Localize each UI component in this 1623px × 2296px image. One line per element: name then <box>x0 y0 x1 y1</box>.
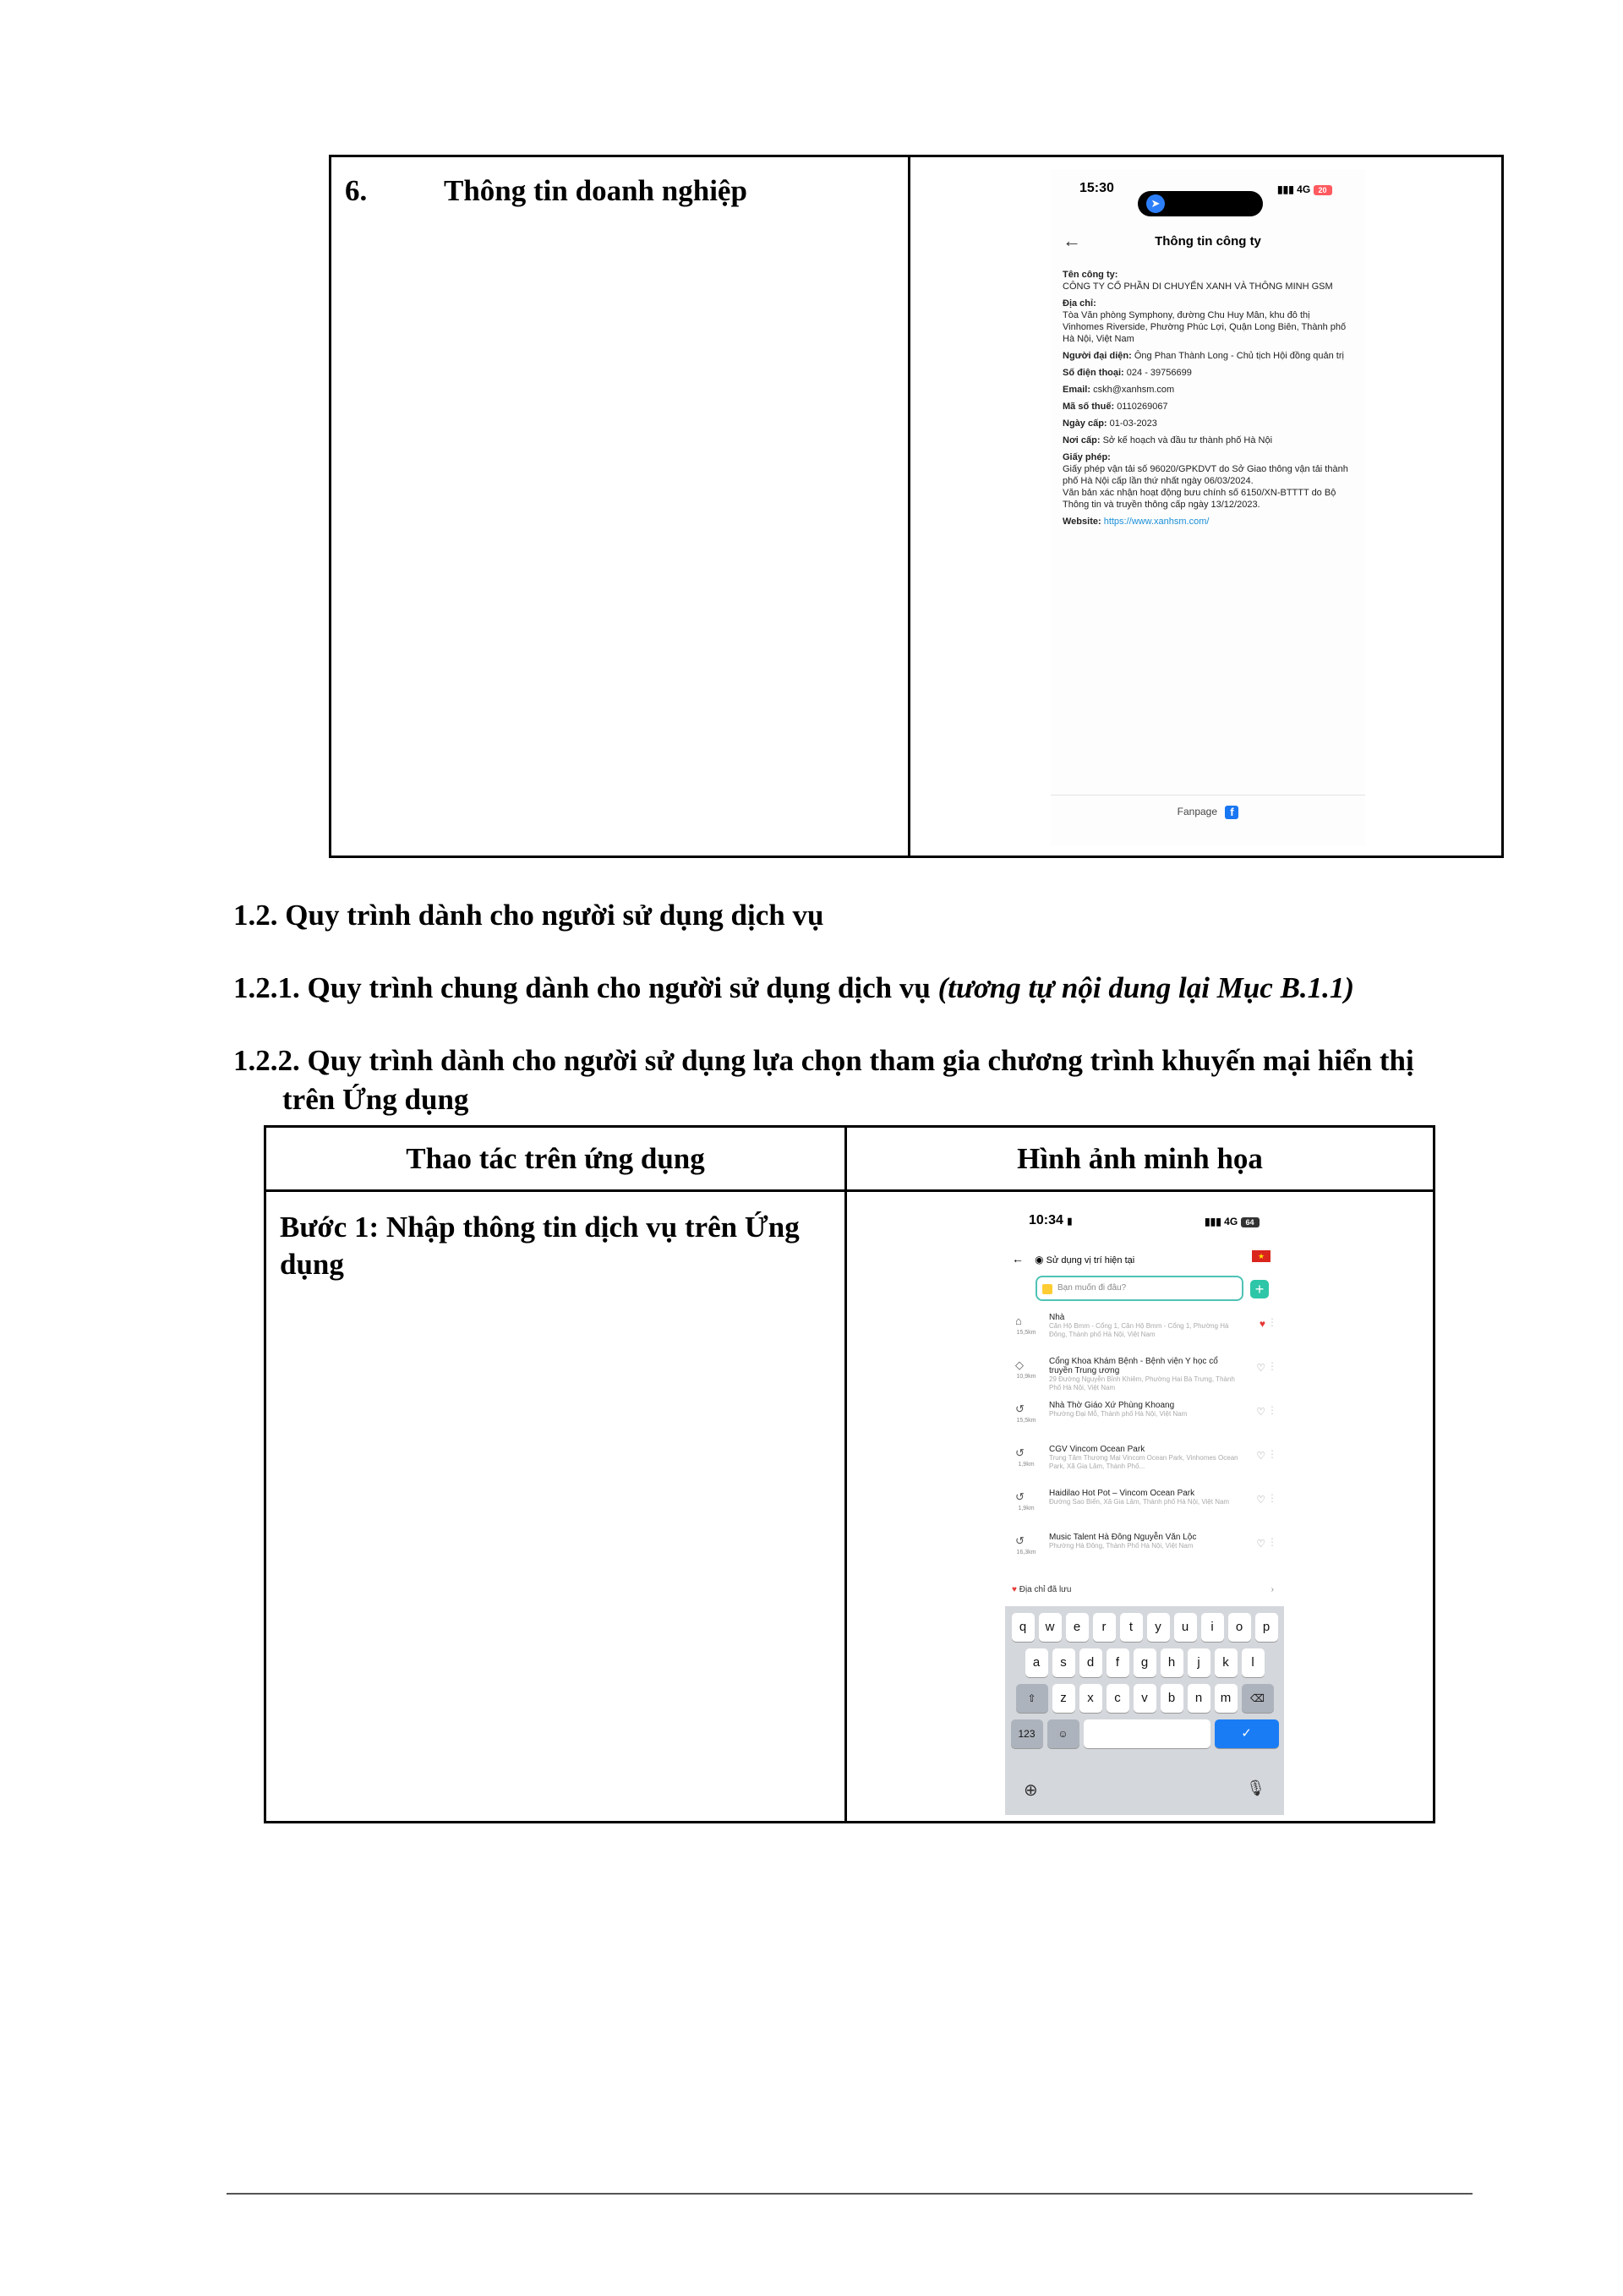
place-distance: 15,5km <box>1016 1418 1036 1424</box>
recent-places-list <box>1005 1311 1284 1575</box>
website-label: Website: <box>1063 517 1101 527</box>
destination-input[interactable] <box>1036 1276 1243 1301</box>
place-type-icon: ⌂ <box>1015 1315 1022 1327</box>
key-x[interactable]: x <box>1079 1684 1102 1713</box>
heading-1-2-2-cont: trên Ứng dụng <box>282 1083 469 1116</box>
favorite-heart-icon[interactable]: ♡ <box>1256 1538 1265 1550</box>
header-illustration: Hình ảnh minh họa <box>1017 1142 1263 1175</box>
place-distance: 1,9km <box>1018 1506 1035 1512</box>
footer-rule <box>227 2193 1473 2195</box>
tax-label: Mã số thuế: <box>1063 402 1115 412</box>
done-key[interactable]: ✓ <box>1215 1719 1279 1748</box>
company-info-screenshot <box>1051 169 1365 845</box>
phone-label: Số điện thoại: <box>1063 368 1124 378</box>
license-value-2: Văn bản xác nhận hoạt động bưu chính số 6150/XN-BTTTT do Bộ Thông tin và truyền thông cấp ngày 13/12/2023. <box>1063 488 1336 510</box>
date-label: Ngày cấp: <box>1063 418 1107 429</box>
key-z[interactable]: z <box>1052 1684 1075 1713</box>
place-distance: 10,9km <box>1016 1374 1036 1380</box>
company-label: Tên công ty: <box>1063 270 1118 280</box>
key-a[interactable]: a <box>1025 1648 1048 1677</box>
shift-key[interactable]: ⇧ <box>1016 1684 1048 1713</box>
numbers-key[interactable]: 123 <box>1011 1719 1043 1748</box>
keyboard-row-1 <box>1005 1613 1284 1642</box>
key-c[interactable]: c <box>1107 1684 1129 1713</box>
place-address: Căn Hộ Bmm - Cổng 1, Căn Hộ Bmm - Cổng 1, Phường Hà Đông, Thành phố Hà Nội, Việt Nam <box>1049 1322 1229 1338</box>
vietnam-flag-icon[interactable]: ★ <box>1252 1250 1271 1262</box>
place-type-icon: ◇ <box>1015 1358 1024 1371</box>
more-options-icon[interactable]: ⋮ <box>1267 1448 1277 1460</box>
heading-1-2-2: 1.2.2. Quy trình dành cho người sử dụng lựa chọn tham gia chương trình khuyến mại hiển thị <box>233 1044 1414 1077</box>
heading-1-2: 1.2. Quy trình dành cho người sử dụng dịch vụ <box>233 899 824 932</box>
heading-1-2-1-note: (tương tự nội dung lại Mục B.1.1) <box>937 971 1355 1004</box>
keyboard-row-4 <box>1005 1719 1284 1748</box>
phone-value: 024 - 39756699 <box>1126 368 1192 378</box>
place-distance: 15,5km <box>1016 1330 1036 1336</box>
key-p[interactable]: p <box>1255 1613 1278 1642</box>
key-k[interactable]: k <box>1215 1648 1238 1677</box>
key-h[interactable]: h <box>1161 1648 1183 1677</box>
network-type: 4G <box>1297 183 1311 195</box>
keyboard-row-3 <box>1005 1684 1284 1713</box>
email-value: cskh@xanhsm.com <box>1093 385 1175 395</box>
back-arrow-icon[interactable]: ← <box>1063 230 1081 251</box>
saved-addresses-label: Địa chỉ đã lưu <box>1019 1585 1072 1594</box>
current-location-icon: ◉ <box>1035 1254 1044 1266</box>
key-q[interactable]: q <box>1012 1613 1035 1642</box>
rep-value: Ông Phan Thành Long - Chủ tịch Hội đồng quản trị <box>1134 351 1344 361</box>
key-w[interactable]: w <box>1039 1613 1062 1642</box>
key-l[interactable]: l <box>1242 1648 1265 1677</box>
website-link[interactable]: https://www.xanhsm.com/ <box>1103 517 1210 527</box>
emoji-icon[interactable]: ☺ <box>1047 1719 1079 1748</box>
key-v[interactable]: v <box>1134 1684 1156 1713</box>
key-o[interactable]: o <box>1228 1613 1251 1642</box>
address-label: Địa chỉ: <box>1063 298 1096 309</box>
place-type-icon: ↺ <box>1015 1446 1025 1459</box>
key-r[interactable]: r <box>1093 1613 1116 1642</box>
add-stop-button[interactable]: + <box>1250 1280 1269 1298</box>
company-value: CÔNG TY CỔ PHẦN DI CHUYỂN XANH VÀ THÔNG MINH GSM <box>1063 282 1333 292</box>
more-options-icon[interactable]: ⋮ <box>1267 1404 1277 1416</box>
more-options-icon[interactable]: ⋮ <box>1267 1360 1277 1372</box>
key-e[interactable]: e <box>1066 1613 1089 1642</box>
favorite-heart-icon[interactable]: ♡ <box>1256 1406 1265 1418</box>
lock-icon: ▮ <box>1067 1216 1073 1227</box>
search-placeholder: Bạn muốn đi đâu? <box>1057 1283 1127 1293</box>
place-address: Trung Tâm Thương Mại Vincom Ocean Park, Vinhomes Ocean Park, Xã Gia Lâm, Thành Phố... <box>1049 1454 1238 1470</box>
company-details <box>1063 269 1350 533</box>
key-m[interactable]: m <box>1215 1684 1238 1713</box>
key-f[interactable]: f <box>1107 1648 1129 1677</box>
key-s[interactable]: s <box>1052 1648 1075 1677</box>
key-j[interactable]: j <box>1188 1648 1210 1677</box>
heart-icon: ♥ <box>1012 1585 1017 1594</box>
step-title: Thông tin doanh nghiệp <box>444 174 747 207</box>
screen-title: Thông tin công ty <box>1155 234 1261 249</box>
status-time: 15:30 <box>1079 181 1114 195</box>
license-label: Giấy phép: <box>1063 452 1111 462</box>
battery-icon: 64 <box>1241 1217 1260 1227</box>
globe-icon[interactable]: ⊕ <box>1024 1781 1038 1800</box>
email-label: Email: <box>1063 385 1091 395</box>
on-screen-keyboard <box>1005 1606 1284 1815</box>
place-label: Nơi cấp: <box>1063 435 1101 446</box>
table-header <box>266 1128 1433 1192</box>
fanpage-row[interactable] <box>1051 806 1365 819</box>
place-type-icon: ↺ <box>1015 1534 1025 1547</box>
place-list-item[interactable] <box>1005 1443 1284 1487</box>
place-distance: 1,9km <box>1018 1462 1035 1468</box>
place-name: CGV Vincom Ocean Park <box>1049 1445 1145 1454</box>
step-cell <box>331 157 910 856</box>
place-name: Cổng Khoa Khám Bệnh - Bệnh viện Y học cổ truyền Trung ương <box>1049 1357 1218 1375</box>
address-value: Tòa Văn phòng Symphony, đường Chu Huy Mân, khu đô thị Vinhomes Riverside, Phường Phúc Lợi, Quận Long Biên, Thành phố Hà Nội, Việt Nam <box>1063 310 1347 344</box>
facebook-icon[interactable]: f <box>1225 806 1238 819</box>
keyboard-row-2 <box>1005 1648 1284 1677</box>
header-operations: Thao tác trên ứng dụng <box>266 1128 847 1189</box>
back-arrow-icon[interactable]: ← <box>1012 1252 1024 1266</box>
place-list-item[interactable] <box>1005 1487 1284 1531</box>
key-u[interactable]: u <box>1174 1613 1197 1642</box>
use-current-location[interactable]: Sử dụng vị trí hiện tại <box>1046 1255 1135 1266</box>
key-t[interactable]: t <box>1120 1613 1143 1642</box>
place-value: Sở kế hoạch và đầu tư thành phố Hà Nội <box>1102 435 1273 446</box>
place-list-item[interactable] <box>1005 1531 1284 1575</box>
place-list-item[interactable] <box>1005 1355 1284 1399</box>
key-y[interactable]: y <box>1147 1613 1170 1642</box>
place-name: Music Talent Hà Đông Nguyễn Văn Lộc <box>1049 1533 1197 1542</box>
status-time: 10:34 <box>1029 1213 1063 1227</box>
place-type-icon: ↺ <box>1015 1402 1025 1415</box>
place-name: Nhà <box>1049 1313 1065 1322</box>
place-address: Phường Hà Đông, Thành Phố Hà Nội, Việt Nam <box>1049 1542 1194 1550</box>
more-options-icon[interactable]: ⋮ <box>1267 1316 1277 1328</box>
fanpage-label: Fanpage <box>1177 806 1218 818</box>
promotion-steps-table <box>264 1125 1435 1823</box>
dynamic-island <box>1138 191 1263 216</box>
place-distance: 16,3km <box>1016 1550 1036 1555</box>
microphone-icon[interactable]: 🎙 <box>1246 1779 1265 1796</box>
navigation-icon: ➤ <box>1146 194 1165 213</box>
place-address: 29 Đường Nguyễn Bỉnh Khiêm, Phường Hai Bà Trưng, Thành Phố Hà Nội, Việt Nam <box>1049 1375 1235 1391</box>
signal-icon: ▮▮▮ <box>1277 183 1294 195</box>
place-name: Haidilao Hot Pot – Vincom Ocean Park <box>1049 1489 1195 1498</box>
key-n[interactable]: n <box>1188 1684 1210 1713</box>
more-options-icon[interactable]: ⋮ <box>1267 1536 1277 1548</box>
favorite-heart-icon[interactable]: ♡ <box>1256 1362 1265 1374</box>
favorite-heart-icon[interactable]: ♥ <box>1259 1318 1265 1330</box>
column-divider <box>844 1189 847 1821</box>
company-info-table <box>329 155 1504 858</box>
saved-addresses-row[interactable] <box>1012 1585 1277 1594</box>
place-name: Nhà Thờ Giáo Xứ Phùng Khoang <box>1049 1401 1175 1410</box>
heading-1-2-1-text: 1.2.1. Quy trình chung dành cho người sử dụng dịch vụ <box>233 971 938 1004</box>
chevron-right-icon: › <box>1271 1585 1274 1594</box>
space-key[interactable] <box>1084 1719 1210 1748</box>
signal-icon: ▮▮▮ <box>1205 1216 1221 1227</box>
tax-value: 0110269067 <box>1117 402 1168 412</box>
key-b[interactable]: b <box>1161 1684 1183 1713</box>
place-type-icon: ↺ <box>1015 1490 1025 1503</box>
screenshot-cell <box>910 157 1501 856</box>
license-value-1: Giấy phép vận tải số 96020/GPKDVT do Sở Giao thông vận tải thành phố Hà Nội cấp lần thứ nhất ngày 06/03/2024. <box>1063 464 1348 486</box>
date-value: 01-03-2023 <box>1109 418 1157 429</box>
place-address: Phường Đại Mỗ, Thành phố Hà Nội, Việt Nam <box>1049 1410 1188 1418</box>
favorite-heart-icon[interactable]: ♡ <box>1256 1450 1265 1462</box>
heading-1-2-1 <box>233 969 1354 1008</box>
key-d[interactable]: d <box>1079 1648 1102 1677</box>
destination-pin-icon <box>1042 1284 1052 1294</box>
destination-search-screenshot <box>1005 1203 1284 1815</box>
favorite-heart-icon[interactable]: ♡ <box>1256 1494 1265 1506</box>
key-g[interactable]: g <box>1134 1648 1156 1677</box>
battery-icon: 20 <box>1314 185 1332 195</box>
backspace-key[interactable]: ⌫ <box>1242 1684 1274 1713</box>
more-options-icon[interactable]: ⋮ <box>1267 1492 1277 1504</box>
key-i[interactable]: i <box>1201 1613 1224 1642</box>
rep-label: Người đại diện: <box>1063 351 1132 361</box>
place-list-item[interactable] <box>1005 1399 1284 1443</box>
step-number: 6. <box>345 174 368 207</box>
place-address: Đường Sao Biển, Xã Gia Lâm, Thành phố Hà Nội, Việt Nam <box>1049 1498 1230 1506</box>
place-list-item[interactable] <box>1005 1311 1284 1355</box>
network-type: 4G <box>1224 1216 1238 1227</box>
step-1-text: Bước 1: Nhập thông tin dịch vụ trên Ứng dụng <box>280 1211 800 1281</box>
